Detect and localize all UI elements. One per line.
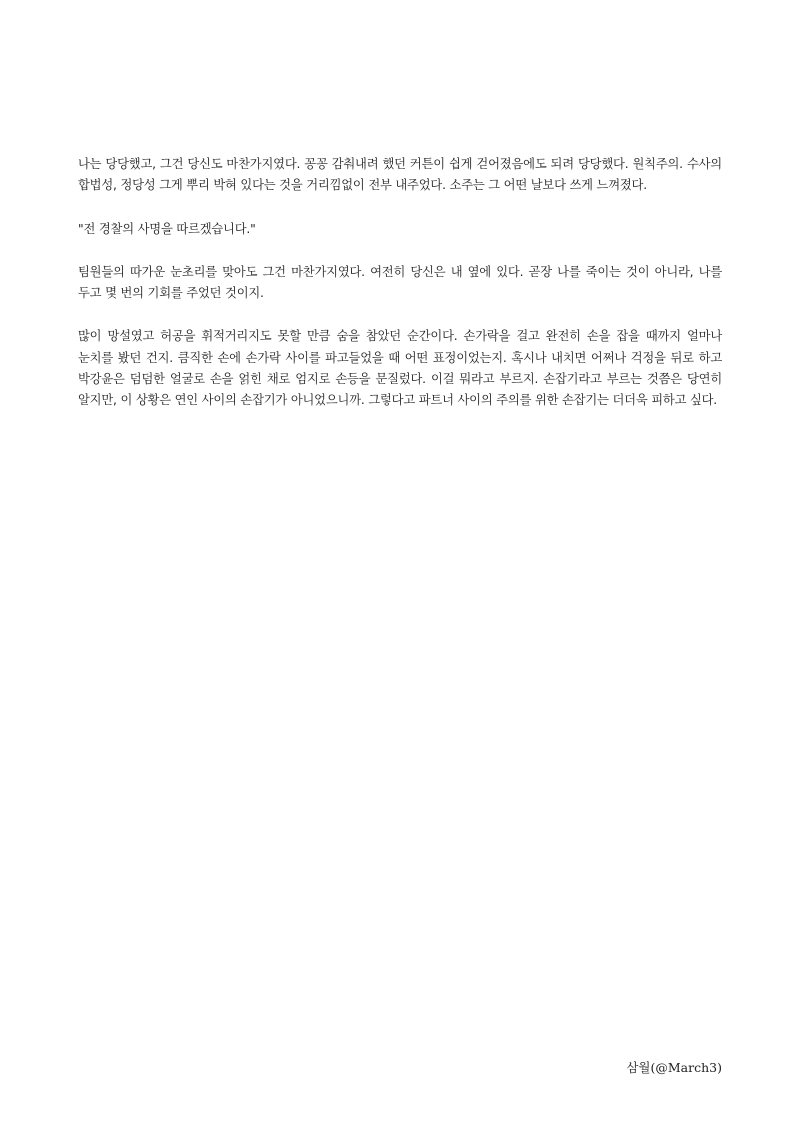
paragraph-3: 팀원들의 따가운 눈초리를 맞아도 그건 마찬가지였다. 여전히 당신은 내 옆에 있다. 곧장 나를 죽이는 것이 아니라, 나를 두고 몇 번의 기회를 주었던 것이지. <box>78 264 722 301</box>
paragraph-2-quote: "전 경찰의 사명을 따르겠습니다." <box>78 221 256 236</box>
paragraph-1: 나는 당당했고, 그건 당신도 마찬가지였다. 꽁꽁 감춰내려 했던 커튼이 쉽게 걷어졌음에도 되려 당당했다. 원칙주의. 수사의 합법성, 정당성 그게 뿌리 박혀 있다는 것을 거리낌없이 전부 내주었다. 소주는 그 어떤 날보다 쓰게 느껴졌다. <box>78 157 722 193</box>
body-text <box>78 154 722 434</box>
paragraph-4: 많이 망설였고 허공을 휘적거리지도 못할 만큼 숨을 참았던 순간이다. 손가락을 걸고 완전히 손을 잡을 때까지 얼마나 눈치를 봤던 건지. 큼직한 손에 손가락 사이를 파고들었을 때 어떤 표정이었는지. 혹시나 내치면 어쩌나 걱정을 뒤로 하고 박강윤은 덤덤한 얼굴로 손을 얽힌 채로 엄지로 손등을 문질렀다. 이걸 뭐라고 부르지. 손잡기라고 부르는 것쯤은 당연히 알지만, 이 상황은 연인 사이의 손잡기가 아니었으니까. 그렇다고 파트너 사이의 주의를 위한 손잡기는 더더욱 피하고 싶다. <box>78 329 722 408</box>
author-footer: 삼월(@March3) <box>626 1060 722 1075</box>
